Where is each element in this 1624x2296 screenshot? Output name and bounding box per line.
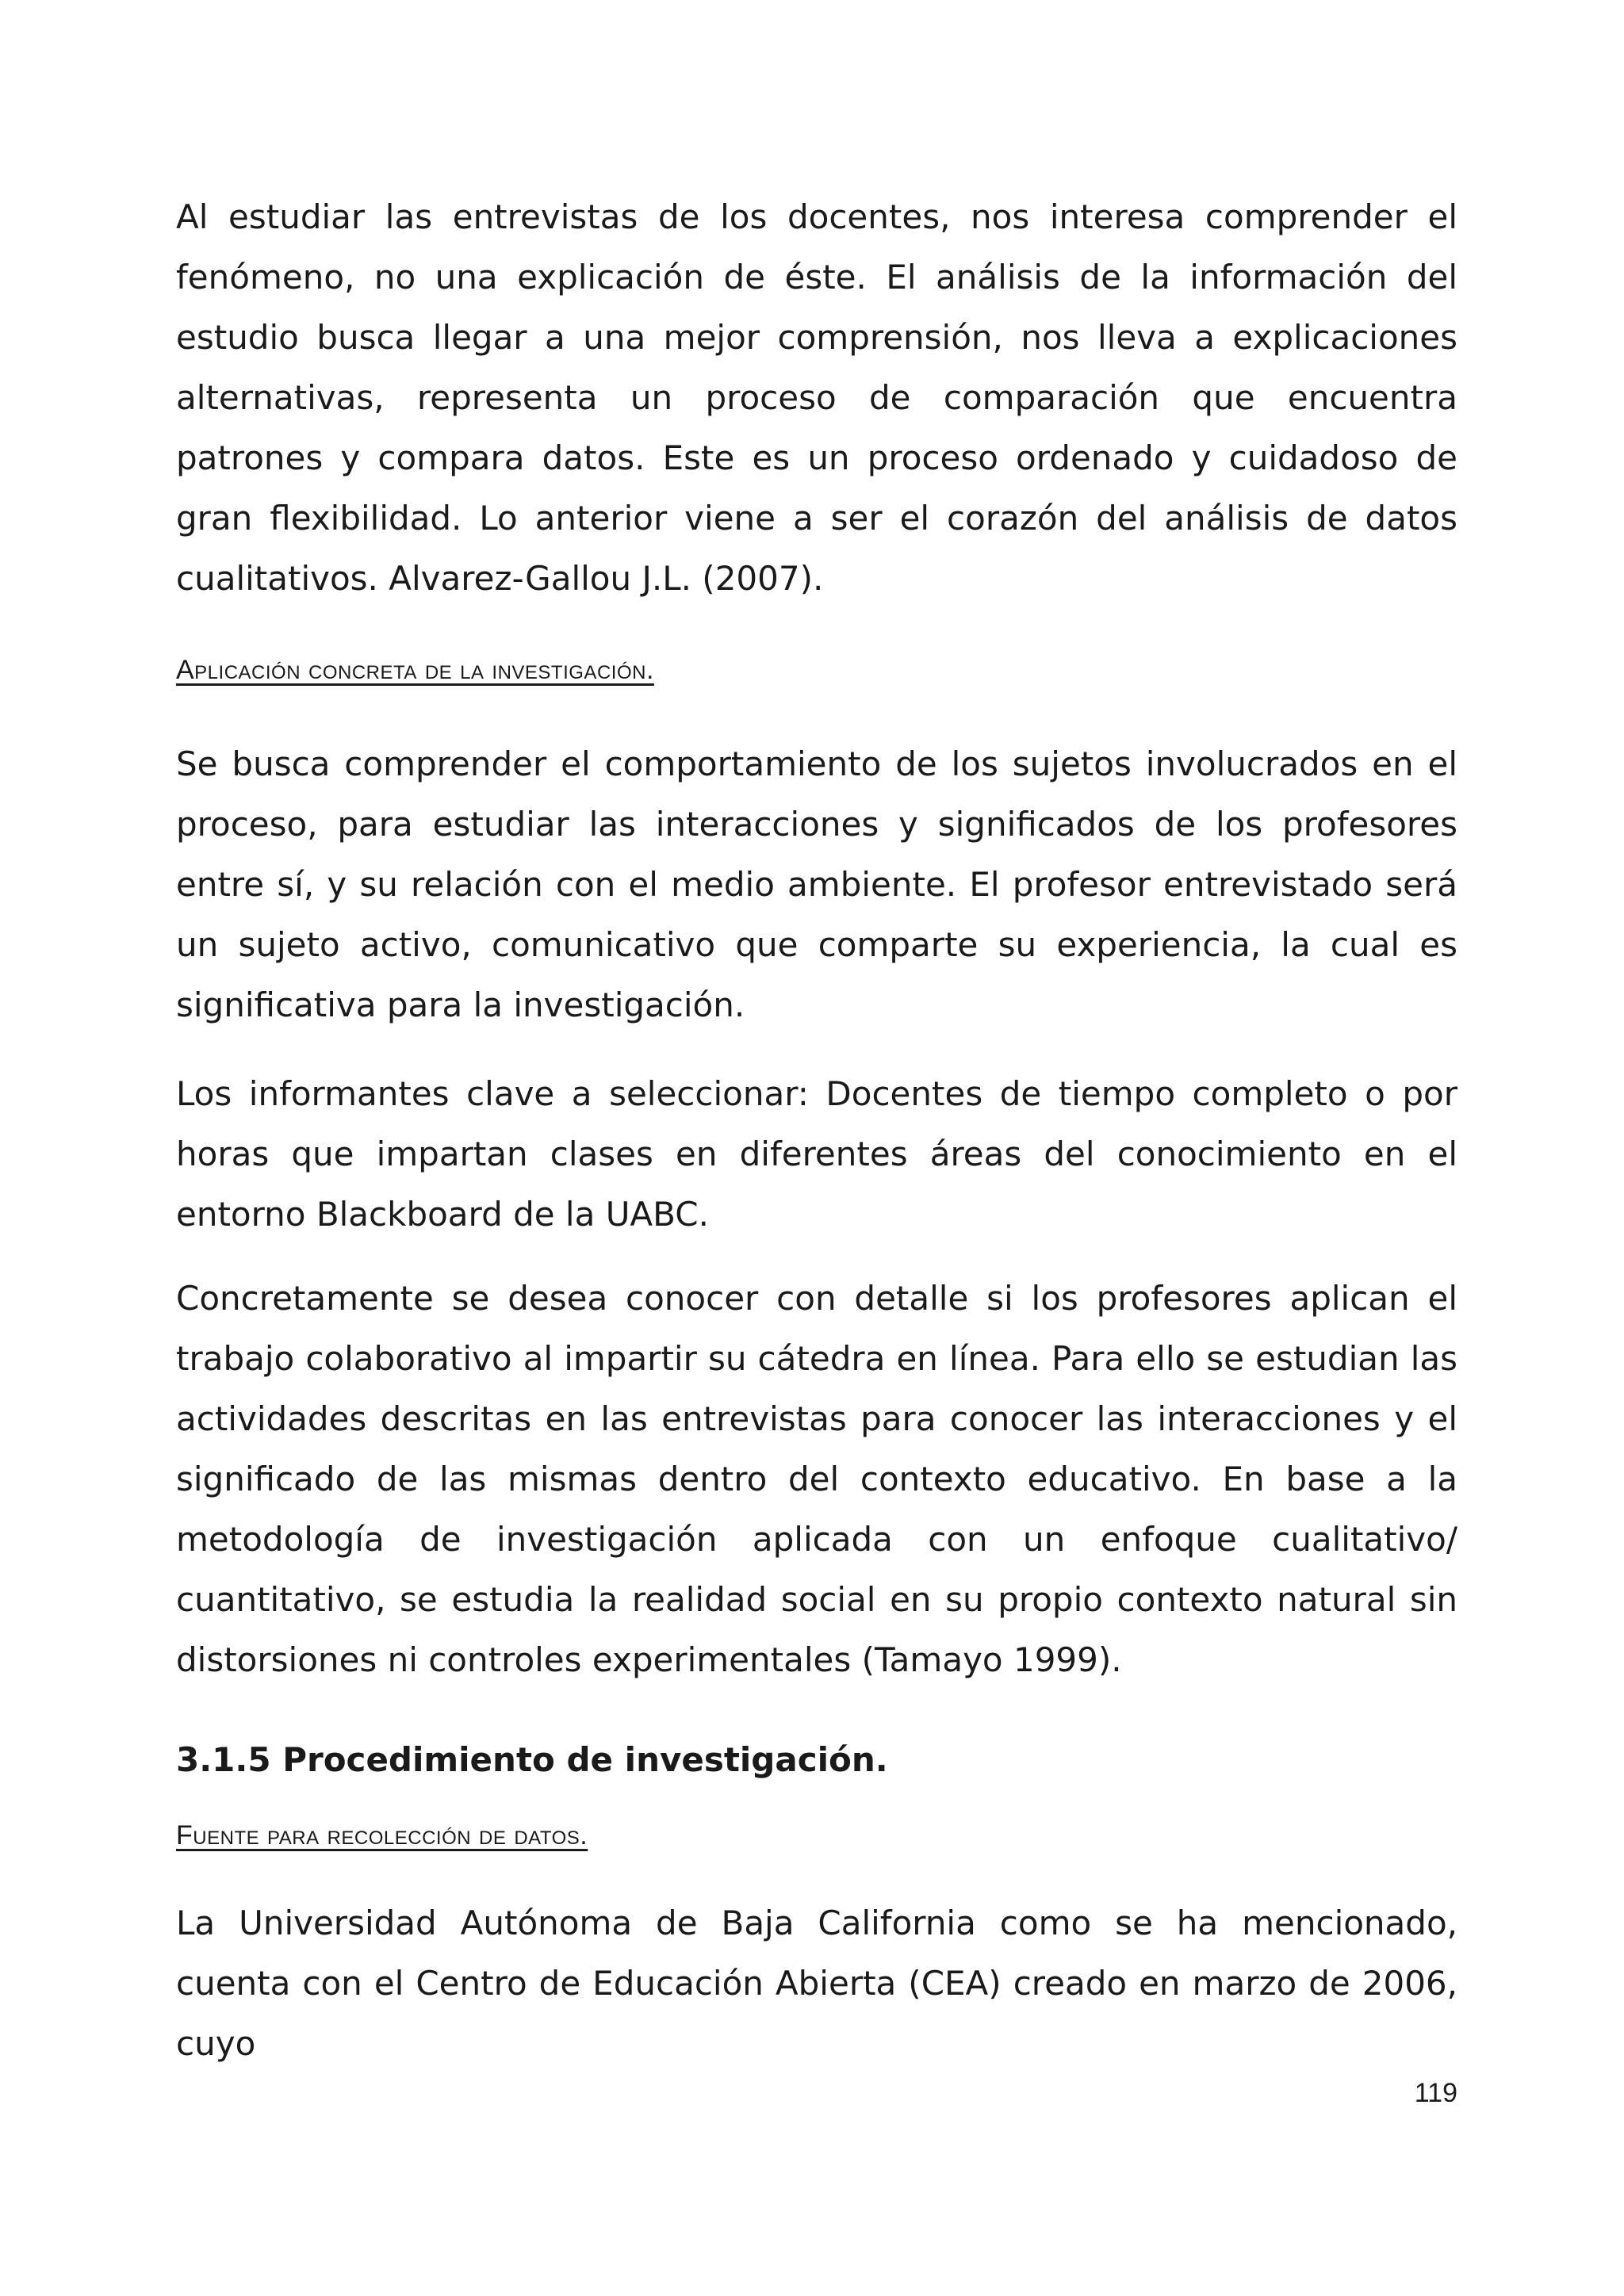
subheading-fuente: Fuente para recolección de datos. <box>176 1820 588 1850</box>
body-paragraph: Se busca comprender el comportamiento de los sujetos involucrados en el proceso, para estudiar las interacciones y significados de los profesores entre sí, y su relación con el medio ambiente. El profesor entrevistado será un sujeto activo, comunicativo que comparte su experiencia, la cual es significativa para la investigación. <box>176 744 1457 1024</box>
body-paragraph: Al estudiar las entrevistas de los docentes, nos interesa comprender el fenómeno, no una explicación de éste. El análisis de la información del estudio busca llegar a una mejor comprensión, nos lleva a explicaciones alternativas, representa un proceso de comparación que encuentra patrones y compara datos. Este es un proceso ordenado y cuidadoso de gran flexibilidad. Lo anterior viene a ser el corazón del análisis de datos cualitativos. Alvarez-Gallou J.L. (2007). <box>176 197 1457 598</box>
body-paragraph: Los informantes clave a seleccionar: Docentes de tiempo completo o por horas que impartan clases en diferentes áreas del conocimiento en el entorno Blackboard de la UABC. <box>176 1074 1457 1234</box>
subheading-aplicacion: Aplicación concreta de la investigación. <box>176 655 654 685</box>
page-body <box>176 187 1457 2074</box>
body-paragraph: La Universidad Autónoma de Baja California como se ha mencionado, cuenta con el Centro de Educación Abierta (CEA) creado en marzo de 2006, cuyo <box>176 1904 1457 2063</box>
body-paragraph: Concretamente se desea conocer con detalle si los profesores aplican el trabajo colaborativo al impartir su cátedra en línea. Para ello se estudian las actividades descritas en las entrevistas para conocer las interacciones y el significado de las mismas dentro del contexto educativo. En base a la metodología de investigación aplicada con un enfoque cualitativo/ cuantitativo, se estudia la realidad social en su propio contexto natural sin distorsiones ni controles experimentales (Tamayo 1999). <box>176 1279 1457 1679</box>
page-number: 119 <box>1414 2078 1457 2108</box>
section-heading: 3.1.5 Procedimiento de investigación. <box>176 1740 888 1779</box>
